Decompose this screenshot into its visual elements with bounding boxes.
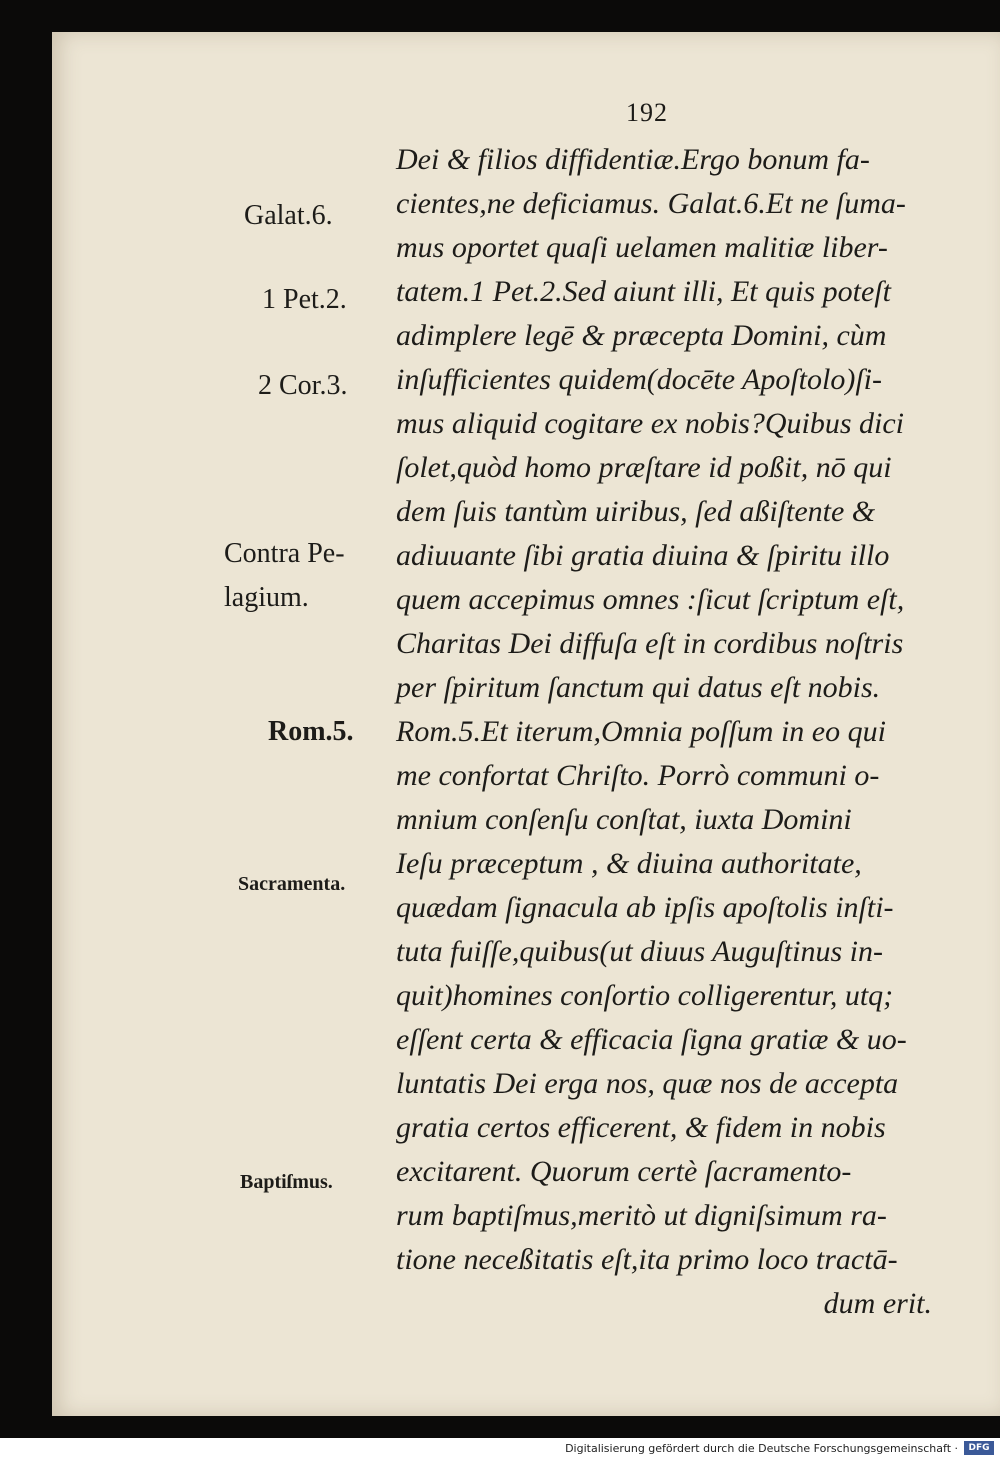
margin-note-pet: 1 Pet.2. — [262, 284, 347, 315]
text-line: dum erit. — [823, 1287, 932, 1320]
text-line: me confortat Chriſto. Porrò communi o- — [396, 759, 880, 792]
text-line: mus oportet quaſi uelamen malitiæ liber- — [396, 231, 888, 264]
text-line: inſufficientes quidem(docēte Apoſtolo)ſi- — [396, 363, 882, 396]
text-line: adimplere legē & præcepta Domini, cùm — [396, 319, 887, 352]
margin-note-rom: Rom.5. — [268, 716, 354, 747]
text-line: mus aliquid cogitare ex nobis?Quibus dici — [396, 407, 905, 440]
footer-bar — [0, 1438, 1000, 1459]
text-line: mnium conſenſu conſtat, iuxta Domini — [396, 803, 852, 836]
text-line: dem ſuis tantùm uiribus, ſed aßiſtente & — [396, 495, 876, 528]
text-line: ſolet,quòd homo præſtare id poßit, nō qui — [396, 451, 892, 484]
text-line: tione neceßitatis eſt,ita primo loco tractā- — [396, 1243, 898, 1276]
text-line: quit)homines conſortio colligerentur, utq; — [396, 979, 894, 1012]
text-line: Charitas Dei diffuſa eſt in cordibus noſtris — [396, 627, 904, 660]
margin-note-baptismus: Baptiſmus. — [240, 1171, 333, 1193]
text-line: tuta fuiſſe,quibus(ut diuus Auguſtinus in- — [396, 935, 883, 968]
text-line: adiuuante ſibi gratia diuina & ſpiritu illo — [396, 539, 890, 572]
text-line: Rom.5.Et iterum,Omnia poſſum in eo qui — [396, 715, 886, 748]
page-number: 192 — [626, 98, 668, 127]
text-line: per ſpiritum ſanctum qui datus eſt nobis. — [396, 671, 881, 704]
margin-note-galat: Galat.6. — [244, 200, 333, 231]
text-line: excitarent. Quorum certè ſacramento- — [396, 1155, 852, 1188]
text-line: Ieſu præceptum , & diuina authoritate, — [396, 847, 862, 880]
footer-credit: Digitalisierung gefördert durch die Deutsche Forschungsgemeinschaft · — [565, 1442, 958, 1455]
margin-note-contra-pelagium-1: Contra Pe- — [224, 538, 345, 569]
text-line: Dei & filios diffidentiæ.Ergo bonum fa- — [396, 143, 870, 176]
text-line: gratia certos efficerent, & fidem in nobis — [396, 1111, 886, 1144]
text-line: tatem.1 Pet.2.Sed aiunt illi, Et quis poteſt — [396, 275, 891, 308]
text-line: cientes,ne deficiamus. Galat.6.Et ne ſuma- — [396, 187, 906, 220]
margin-note-sacramenta: Sacramenta. — [238, 873, 346, 895]
text-line: quædam ſignacula ab ipſis apoſtolis inſti- — [396, 891, 894, 924]
text-line: quem accepimus omnes :ſicut ſcriptum eſt, — [396, 583, 905, 616]
text-line: rum baptiſmus,meritò ut digniſsimum ra- — [396, 1199, 887, 1232]
text-line: luntatis Dei erga nos, quæ nos de accepta — [396, 1067, 899, 1100]
dfg-logo: DFG — [964, 1441, 994, 1455]
text-line: eſſent certa & efficacia ſigna gratiæ & uo- — [396, 1023, 907, 1056]
body-text — [396, 138, 956, 1326]
margin-note-contra-pelagium-2: lagium. — [224, 582, 309, 613]
margin-note-cor: 2 Cor.3. — [258, 370, 348, 401]
